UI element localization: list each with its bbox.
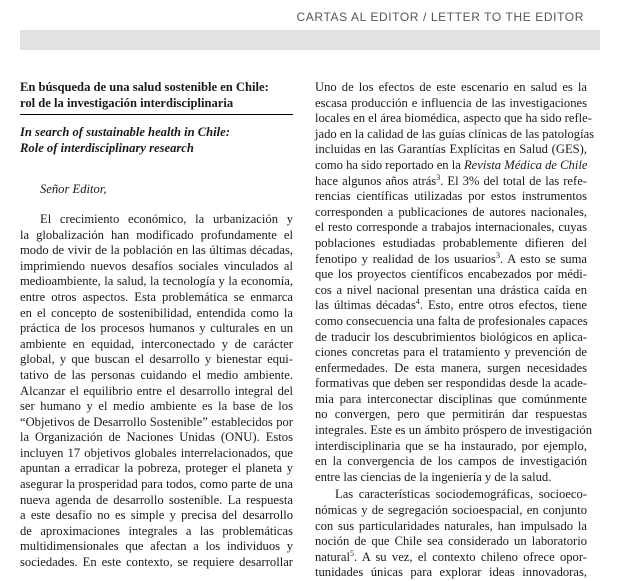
body-line-text: el resto corresponde a trabajos internacionales, cuyas [315,220,587,235]
body-line-text: locales en el área biomédica, aspecto que ha sido refle- [315,111,592,126]
body-line [20,461,293,477]
body-line [315,454,587,470]
body-line-text: . A esto se suma [499,251,587,266]
body-line-text: ser humano y el medio ambiente es la base de los [20,399,293,414]
body-line-text: práctica de los procesos humanos y culturales en un [20,321,293,336]
body-line [315,519,587,535]
body-line [20,259,293,275]
body-line [20,399,293,415]
body-line [315,439,587,455]
salutation: Señor Editor, [40,182,107,197]
body-line-text: hace algunos años atrás [315,173,437,188]
article-title-spanish [20,80,293,111]
body-line-text: como consecuencia una falta de profesionales capaces [315,313,588,328]
body-line-text: de aproximaciones integrales a las problemáticas [20,523,293,538]
body-line-text: global, y que buscan el desarrollo y bienestar equi- [20,352,293,367]
body-line [20,477,293,493]
body-line-text: mia para interconectar disciplinas que comúnmente [315,391,587,406]
body-line-text: que los proyectos científicos encabezados por médi- [315,267,587,282]
body-line-text: poblaciones estudiadas probablemente difieren del [315,235,587,250]
right-paragraph-2 [315,487,587,581]
body-line-text: corresponden a publicaciones de autores nacionales, [315,204,587,219]
body-line [315,236,587,252]
body-line-text: en el concepto de sostenibilidad, entendida como la [20,305,293,320]
body-line [20,212,293,228]
body-line [315,550,587,566]
body-line-text: las últimas décadas [315,298,416,313]
body-line-text: interdisciplinaria que se ha instaurado, por ejemplo, [315,438,587,453]
body-line [315,503,587,519]
body-line [315,534,587,550]
body-line-text: ciones concretas para el tratamiento y prevención de [315,345,587,360]
body-line-text: fenotipo y realidad de los usuarios [315,251,496,266]
body-line-text: rencias científicas utilizadas por estos instrumentos [315,189,587,204]
body-line-text: noción de que Chile sea considerado un laboratorio [315,534,587,549]
body-line [315,96,587,112]
journal-name: Revista Médica de Chile [463,157,588,172]
body-line [315,314,587,330]
body-line [20,321,293,337]
body-line-text: la globalización han modificado profundamente el [20,227,293,242]
body-line-text: imprimiendo nuevos desafíos sociales vinculados al [20,258,293,273]
body-line-text: enfermedades. De esta manera, surgen necesidades [315,360,587,375]
citation-superscript: 3 [436,172,441,182]
body-line-text: cos a nivel nacional presentan una drástica caída en [315,282,587,297]
title-es-line-2: rol de la investigación interdisciplinaria [20,95,234,110]
body-line [315,111,592,127]
body-line [315,298,587,314]
body-line-text: Las características sociodemográficas, socioeco- [335,487,587,502]
title-divider [20,114,293,115]
title-es-line-1: En búsqueda de una salud sostenible en Chile: [20,80,269,94]
body-line-text: apuntan a erradicar la pobreza, proteger el planeta y [20,461,293,476]
body-line [315,283,587,299]
body-line-text: en la convergencia de los campos de investigación [315,454,587,469]
body-line [315,330,587,346]
body-line [20,384,293,400]
body-line-text: no convergen, pero que permitirán dar respuestas [315,407,587,422]
body-line [315,345,587,361]
section-header: CARTAS AL EDITOR / LETTER TO THE EDITOR [296,10,584,24]
body-line [315,392,587,408]
title-en-line-1: In search of sustainable health in Chile: [20,125,230,140]
body-line [20,274,293,290]
body-line [315,126,595,143]
body-line [315,252,587,268]
body-line-text: entre las ciencias de la ingeniería y de la salud. [315,469,552,484]
body-line [315,407,587,423]
body-line-text: a este desafío no es simple y precisa del desarrollo [20,508,293,523]
body-line [315,205,587,221]
body-line [20,524,293,540]
body-line-text: . Esto, entre otros efectos, tiene [419,298,587,313]
body-line-text: como ha sido reportado en la [315,157,464,172]
body-line-text: . A su vez, el contexto chileno ofrece opor- [353,549,587,564]
body-line [20,539,293,555]
body-line [20,415,293,431]
body-line-text: incluyen 17 objetivos globales interrelacionados, que [20,445,293,460]
body-line-text: de traducir los descubrimientos biológicos en aplica- [315,329,587,344]
body-line [315,376,587,392]
body-line-text: formativas que deben ser respondidas desde la acade- [315,376,587,391]
body-line-text: la Organización de Naciones Unidas (ONU). Estos [20,430,293,445]
body-line [20,446,293,462]
right-paragraph-1 [315,80,595,485]
body-line-text: tunidades únicas para explorar ideas innovadoras, [315,565,587,580]
body-line [20,493,293,509]
body-line-text: integrales. Este es un ámbito próspero de investigación [315,423,592,438]
body-line-text: medioambiente, la salud, la tecnología y la economía, [20,274,293,289]
body-line [315,267,587,283]
body-line-text: ambiente en equidad, interconectado y de carácter [20,336,293,351]
body-line [315,142,587,158]
body-line [20,228,293,244]
body-line-text: sociedades. En este contexto, se requiere desarrollar [20,555,293,570]
article-title-english [20,125,293,156]
body-line [315,487,587,503]
body-line [20,555,293,571]
body-line [20,430,293,446]
body-line-text: asegurar la prosperidad para todos, como parte de una [20,477,293,492]
body-line [20,243,293,259]
body-line [315,423,592,439]
body-line-text: nueva agenda de desarrollo sostenible. La respuesta [20,492,293,507]
citation-superscript: 4 [415,297,420,307]
body-line [20,306,293,322]
body-line [315,174,587,190]
body-line [20,508,293,524]
body-line [20,337,293,353]
left-body-text [20,212,293,571]
body-line [20,290,293,306]
body-line [20,352,293,368]
body-line [315,220,587,236]
citation-superscript: 5 [349,548,354,558]
body-line [315,80,587,96]
body-line-text: entre otros aspectos. Esta problemática se enmarca [20,289,293,304]
body-line [315,470,587,486]
body-line-text: modo de vivir de la población en las últimas décadas, [20,243,293,258]
body-line-text: “Objetivos de Desarrollo Sostenible” establecidos por [20,414,293,429]
title-en-line-2: Role of interdisciplinary research [20,140,194,155]
body-line-text: Alcanzar el equilibrio entre el desarrollo integral del [20,383,293,398]
body-line [315,565,587,581]
body-line-text: natural [315,549,350,564]
left-column [20,80,293,571]
body-line-text: Uno de los efectos de este escenario en salud es la [315,80,587,94]
body-line [20,368,293,384]
body-line [315,189,587,205]
body-line-text: escasa producción e influencia de las investigaciones [315,95,587,110]
body-line-text: jado en la calidad de las guías clínicas de las patologías [315,126,595,141]
header-band [20,30,600,50]
body-line-text: . El 3% del total de las refe- [440,173,588,188]
body-line [315,158,587,174]
body-line-text: con sus particularidades naturales, han impulsado la [315,518,587,533]
body-line-text: tativo de las personas cuidando el medio ambiente. [20,367,293,382]
right-column [315,80,595,581]
body-line-text: nómicas y de segregación socioespacial, en conjunto [315,503,587,518]
body-line-text: multidimensionales que afectan a los individuos y [20,539,293,554]
body-line-text: El crecimiento económico, la urbanización y [40,211,293,226]
body-line [315,361,587,377]
body-line-text: incluidas en las Garantías Explícitas en Salud (GES), [315,142,587,157]
citation-superscript: 3 [495,250,500,260]
